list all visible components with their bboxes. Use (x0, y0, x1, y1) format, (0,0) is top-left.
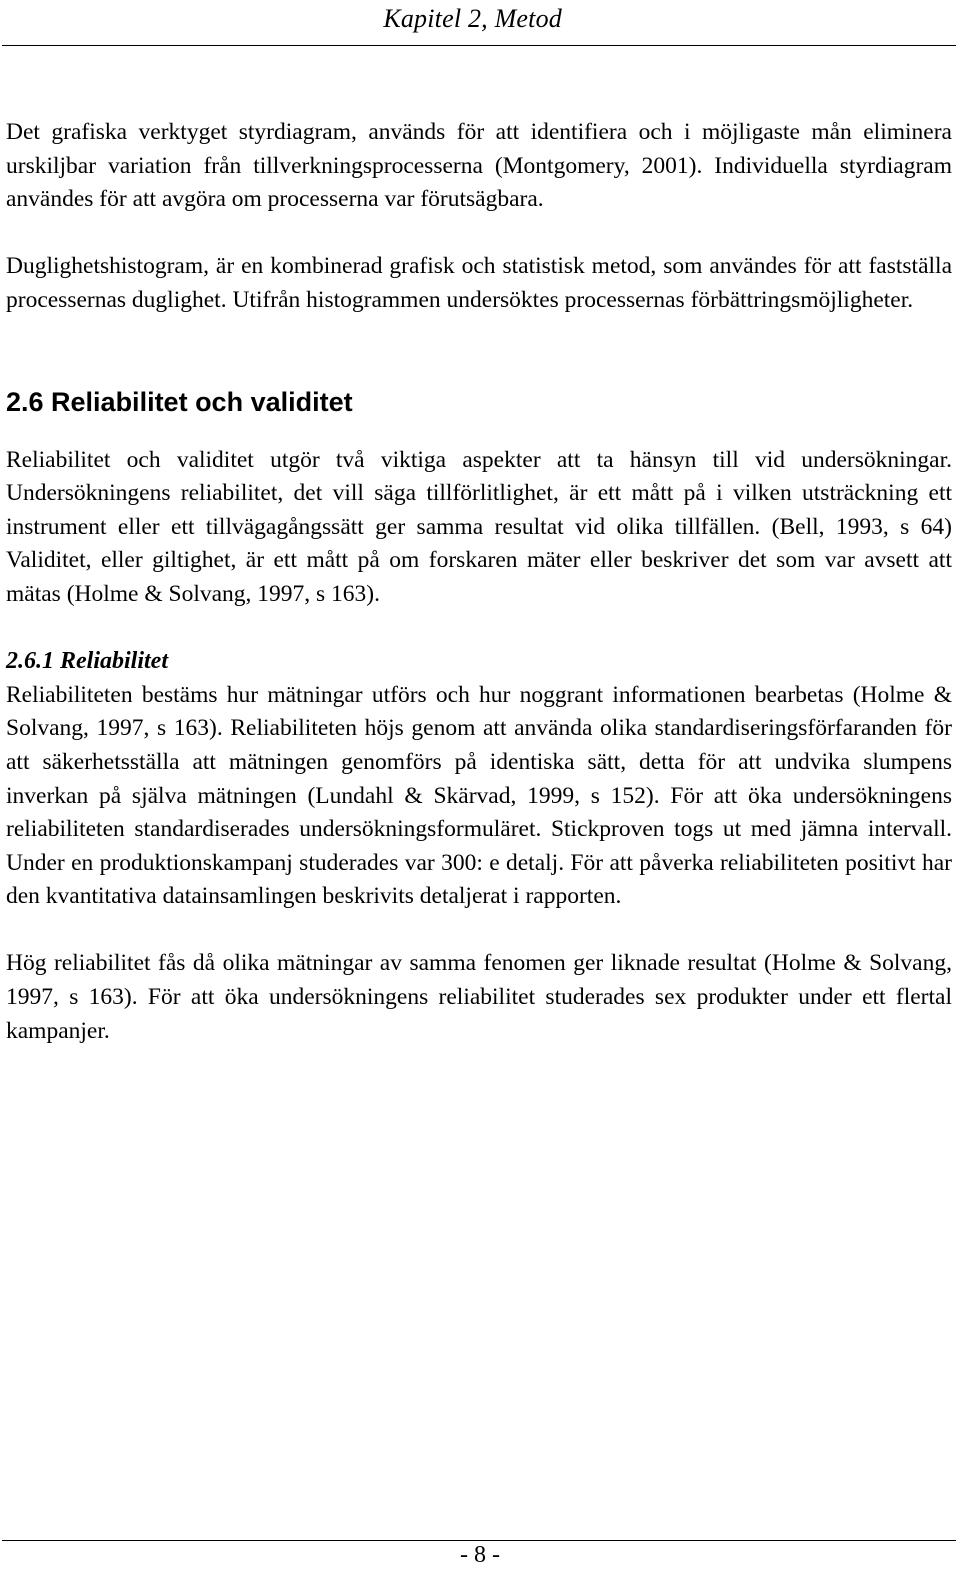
paragraph-duglighetshistogram: Duglighetshistogram, är en kombinerad grafisk och statistisk metod, som användes för att fastställa processernas duglighet. Utifrån histogrammen undersöktes processernas förbättringsmöjligheter. (6, 253, 952, 313)
paragraph-styrdiagram: Det grafiska verktyget styrdiagram, används för att identifiera och i möjligaste mån eliminera urskiljbar variation från tillverkningsprocesserna (Montgomery, 2001). Individuella styrdiagram användes för att avgöra om processerna var förutsägbara. (6, 119, 952, 213)
header-divider (2, 45, 956, 46)
page-number: - 8 - (460, 1542, 500, 1568)
page-header (0, 0, 960, 46)
subsection-heading: 2.6.1 Reliabilitet (6, 648, 168, 675)
paragraph-spacer (6, 217, 952, 251)
page-content (6, 116, 952, 1048)
heading-spacer (6, 418, 952, 444)
paragraph-spacer (6, 914, 952, 948)
paragraph-reliabilitet-validitet: Reliabilitet och validitet utgör två viktiga aspekter att ta hänsyn till vid undersökningar. Undersökningens reliabilitet, det vill säga tillförlitlighet, är ett mått på i vilken utsträckning ett instrument eller ett tillvägagångssätt ger samma resultat vid olika tillfällen. (Bell, 1993, s 64) Validitet, eller giltighet, är ett mått på om forskaren mäter eller beskriver det som var avsett att mätas (Holme & Solvang, 1997, s 163). (6, 446, 952, 607)
subsection-spacer (6, 612, 952, 646)
section-heading: 2.6 Reliabilitet och validitet (6, 386, 353, 417)
chapter-title: Kapitel 2, Metod (383, 4, 562, 33)
paragraph-reliabiliteten: Reliabiliteten bestäms hur mätningar utförs och hur noggrant informationen bearbetas (Holme & Solvang, 1997, s 163). Reliabiliteten höjs genom att använda olika standardiseringsförfaranden för att säkerhetsställa att mätningen genomförs på identiska sätt, detta för att undvika slumpens inverkan på själva mätningen (Lundahl & Skärvad, 1999, s 152). För att öka undersökningens reliabiliteten standardiserades undersökningsformuläret. Stickproven togs ut med jämna intervall. Under en produktionskampanj studerades var 300: e detalj. För att påverka reliabiliteten positivt har den kvantitativa datainsamlingen beskrivits detaljerat i rapporten. (6, 681, 952, 910)
paragraph-hog-reliabilitet: Hög reliabilitet fås då olika mätningar av samma fenomen ger liknade resultat (Holme & Solvang, 1997, s 163). För att öka undersökningens reliabilitet studerades sex produkter under ett flertal kampanjer. (6, 950, 952, 1044)
section-spacer (6, 318, 952, 386)
